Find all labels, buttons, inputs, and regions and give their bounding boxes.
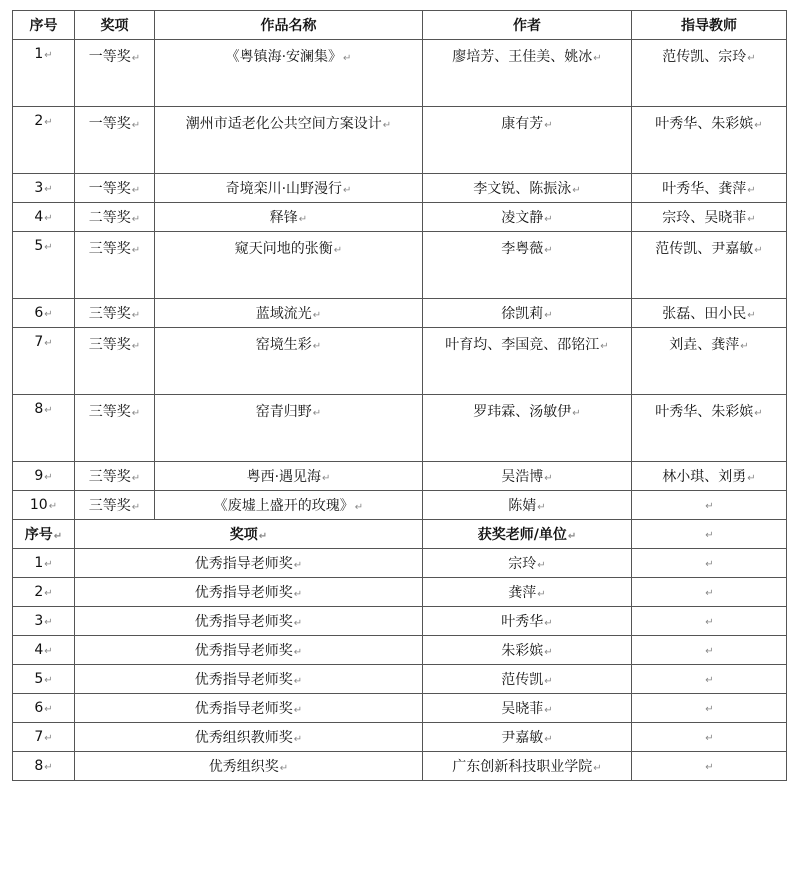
- cell-text: 叶秀华、朱彩嫔: [655, 404, 754, 420]
- cell-text: 叶秀华、朱彩嫔: [655, 116, 754, 132]
- table-row: [13, 299, 787, 328]
- cell-title: [155, 232, 423, 299]
- cell-award: [75, 328, 155, 395]
- cell-title: [155, 40, 423, 107]
- cell-text: 龚萍: [508, 585, 537, 601]
- paragraph-mark-icon: ↵: [572, 185, 581, 196]
- paragraph-mark-icon: ↵: [343, 185, 352, 196]
- cell-text: 尹嘉敏: [501, 730, 544, 746]
- cell-advisor: [632, 174, 787, 203]
- paragraph-mark-icon: ↵: [705, 675, 714, 686]
- cell-text: 吴晓菲: [501, 701, 544, 717]
- paragraph-mark-icon: ↵: [131, 341, 141, 352]
- table-row: [13, 232, 787, 299]
- cell-text: 1: [34, 46, 44, 62]
- cell-no: [13, 665, 75, 694]
- paragraph-mark-icon: ↵: [754, 408, 763, 419]
- empty-cell: [632, 549, 787, 578]
- cell-no: [13, 694, 75, 723]
- paragraph-mark-icon: ↵: [754, 245, 763, 256]
- paragraph-mark-icon: ↵: [131, 120, 141, 131]
- cell-winner: [423, 665, 632, 694]
- empty-cell: [632, 520, 787, 549]
- paragraph-mark-icon: ↵: [44, 213, 53, 224]
- cell-text: 潮州市适老化公共空间方案设计: [185, 116, 382, 132]
- empty-cell: [632, 607, 787, 636]
- cell-text: 优秀指导老师奖: [194, 672, 293, 688]
- column-header: [155, 11, 423, 40]
- cell-text: 三等奖: [88, 498, 131, 514]
- paragraph-mark-icon: ↵: [44, 733, 53, 744]
- table-row: [13, 578, 787, 607]
- paragraph-mark-icon: ↵: [600, 341, 609, 352]
- cell-text: 徐凯莉: [501, 306, 544, 322]
- paragraph-mark-icon: ↵: [44, 646, 53, 657]
- cell-text: 林小琪、刘勇: [662, 469, 747, 485]
- paragraph-mark-icon: ↵: [544, 245, 553, 256]
- cell-advisor: [632, 395, 787, 462]
- paragraph-mark-icon: ↵: [298, 214, 308, 225]
- cell-award: [75, 395, 155, 462]
- teacher-header-row: [13, 520, 787, 549]
- paragraph-mark-icon: ↵: [747, 214, 756, 225]
- cell-text: 6: [34, 305, 44, 321]
- cell-title: [155, 491, 423, 520]
- cell-no: [13, 232, 75, 299]
- cell-award: [75, 174, 155, 203]
- cell-award: [75, 203, 155, 232]
- cell-no: [13, 328, 75, 395]
- cell-award: [75, 462, 155, 491]
- paragraph-mark-icon: ↵: [293, 705, 303, 716]
- cell-text: 3: [34, 613, 44, 629]
- cell-text: 10: [29, 497, 48, 513]
- cell-author: [423, 174, 632, 203]
- table-row: [13, 665, 787, 694]
- cell-text: 三等奖: [88, 404, 131, 420]
- table-row: [13, 607, 787, 636]
- cell-text: 指导教师: [681, 18, 737, 34]
- cell-no: [13, 174, 75, 203]
- cell-text: 3: [34, 180, 44, 196]
- cell-author: [423, 395, 632, 462]
- cell-text: 4: [34, 642, 44, 658]
- paragraph-mark-icon: ↵: [131, 473, 141, 484]
- empty-cell: [632, 578, 787, 607]
- cell-title: [155, 395, 423, 462]
- cell-text: 三等奖: [88, 337, 131, 353]
- cell-winner: [423, 694, 632, 723]
- paragraph-mark-icon: ↵: [44, 617, 53, 628]
- cell-title: [155, 107, 423, 174]
- cell-advisor: [632, 40, 787, 107]
- column-header: [423, 520, 632, 549]
- cell-winner: [423, 578, 632, 607]
- cell-award: [75, 607, 423, 636]
- paragraph-mark-icon: ↵: [747, 185, 756, 196]
- cell-text: 三等奖: [88, 306, 131, 322]
- paragraph-mark-icon: ↵: [293, 560, 303, 571]
- paragraph-mark-icon: ↵: [258, 531, 268, 542]
- paragraph-mark-icon: ↵: [705, 704, 714, 715]
- cell-winner: [423, 607, 632, 636]
- paragraph-mark-icon: ↵: [293, 618, 303, 629]
- paragraph-mark-icon: ↵: [537, 560, 546, 571]
- table-row: [13, 328, 787, 395]
- empty-cell: [632, 723, 787, 752]
- paragraph-mark-icon: ↵: [312, 310, 322, 321]
- cell-text: 陈婧: [508, 498, 537, 514]
- cell-text: 三等奖: [88, 241, 131, 257]
- paragraph-mark-icon: ↵: [705, 646, 714, 657]
- cell-text: 窥天问地的张衡: [234, 241, 333, 257]
- cell-no: [13, 40, 75, 107]
- paragraph-mark-icon: ↵: [567, 531, 577, 542]
- paragraph-mark-icon: ↵: [44, 704, 53, 715]
- awards-table-body: [13, 11, 787, 781]
- cell-winner: [423, 549, 632, 578]
- cell-award: [75, 549, 423, 578]
- cell-text: 2: [34, 584, 44, 600]
- cell-text: 广东创新科技职业学院: [452, 759, 593, 775]
- paragraph-mark-icon: ↵: [572, 408, 581, 419]
- cell-text: 优秀指导老师奖: [194, 614, 293, 630]
- cell-text: 优秀指导老师奖: [194, 585, 293, 601]
- table-row: [13, 636, 787, 665]
- cell-text: 奇境栾川·山野漫行: [225, 181, 343, 197]
- table-row: [13, 549, 787, 578]
- paragraph-mark-icon: ↵: [754, 120, 763, 131]
- cell-text: 优秀组织教师奖: [194, 730, 293, 746]
- cell-text: 4: [34, 209, 44, 225]
- column-header: [423, 11, 632, 40]
- empty-cell: [632, 636, 787, 665]
- cell-text: 作品名称: [260, 18, 317, 34]
- cell-text: 优秀指导老师奖: [194, 643, 293, 659]
- paragraph-mark-icon: ↵: [44, 242, 53, 253]
- table-row: [13, 491, 787, 520]
- cell-no: [13, 636, 75, 665]
- cell-award: [75, 107, 155, 174]
- paragraph-mark-icon: ↵: [293, 676, 303, 687]
- table-row: [13, 752, 787, 781]
- award-header-row: [13, 11, 787, 40]
- cell-text: 8: [34, 401, 44, 417]
- cell-no: [13, 462, 75, 491]
- cell-title: [155, 174, 423, 203]
- paragraph-mark-icon: ↵: [44, 50, 53, 61]
- paragraph-mark-icon: ↵: [293, 734, 303, 745]
- paragraph-mark-icon: ↵: [44, 184, 53, 195]
- paragraph-mark-icon: ↵: [131, 502, 141, 513]
- paragraph-mark-icon: ↵: [544, 214, 553, 225]
- paragraph-mark-icon: ↵: [44, 338, 53, 349]
- cell-no: [13, 578, 75, 607]
- cell-text: 罗玮霖、汤敏伊: [473, 404, 572, 420]
- column-header: [13, 11, 75, 40]
- cell-author: [423, 328, 632, 395]
- cell-text: 刘垚、龚萍: [669, 337, 740, 353]
- cell-no: [13, 395, 75, 462]
- cell-award: [75, 578, 423, 607]
- cell-text: 序号: [29, 18, 58, 34]
- column-header: [632, 11, 787, 40]
- paragraph-mark-icon: ↵: [382, 120, 392, 131]
- cell-author: [423, 232, 632, 299]
- cell-text: 优秀指导老师奖: [194, 701, 293, 717]
- paragraph-mark-icon: ↵: [131, 185, 141, 196]
- cell-text: 叶秀华: [501, 614, 544, 630]
- paragraph-mark-icon: ↵: [747, 310, 756, 321]
- cell-award: [75, 491, 155, 520]
- paragraph-mark-icon: ↵: [740, 341, 749, 352]
- cell-text: 1: [34, 555, 44, 571]
- cell-text: 5: [34, 238, 44, 254]
- table-row: [13, 40, 787, 107]
- paragraph-mark-icon: ↵: [705, 559, 714, 570]
- paragraph-mark-icon: ↵: [544, 647, 553, 658]
- cell-advisor: [632, 299, 787, 328]
- cell-advisor: [632, 232, 787, 299]
- cell-text: 廖培芳、王佳美、姚冰: [452, 49, 593, 65]
- cell-award: [75, 299, 155, 328]
- paragraph-mark-icon: ↵: [312, 341, 322, 352]
- paragraph-mark-icon: ↵: [593, 763, 602, 774]
- cell-text: 窑青归野: [255, 404, 312, 420]
- cell-text: 范传凯、宗玲: [662, 49, 747, 65]
- cell-text: 三等奖: [88, 469, 131, 485]
- cell-text: 朱彩嫔: [501, 643, 544, 659]
- paragraph-mark-icon: ↵: [293, 589, 303, 600]
- cell-no: [13, 107, 75, 174]
- cell-text: 优秀组织奖: [208, 759, 279, 775]
- paragraph-mark-icon: ↵: [705, 762, 714, 773]
- table-row: [13, 174, 787, 203]
- paragraph-mark-icon: ↵: [544, 676, 553, 687]
- cell-no: [13, 752, 75, 781]
- paragraph-mark-icon: ↵: [544, 310, 553, 321]
- cell-author: [423, 491, 632, 520]
- cell-text: 康有芳: [501, 116, 544, 132]
- empty-cell: [632, 665, 787, 694]
- paragraph-mark-icon: ↵: [53, 531, 63, 542]
- cell-text: 《粤镇海·安澜集》: [225, 49, 343, 65]
- cell-award: [75, 636, 423, 665]
- cell-text: 奖项: [229, 527, 258, 543]
- paragraph-mark-icon: ↵: [747, 53, 756, 64]
- cell-text: 一等奖: [88, 49, 131, 65]
- cell-award: [75, 665, 423, 694]
- table-row: [13, 107, 787, 174]
- cell-text: 二等奖: [88, 210, 131, 226]
- cell-text: 宗玲: [508, 556, 537, 572]
- column-header: [75, 520, 423, 549]
- cell-text: 粤西·遇见海: [246, 469, 322, 485]
- paragraph-mark-icon: ↵: [279, 763, 289, 774]
- paragraph-mark-icon: ↵: [44, 675, 53, 686]
- cell-text: 7: [34, 729, 44, 745]
- cell-text: 优秀指导老师奖: [194, 556, 293, 572]
- paragraph-mark-icon: ↵: [705, 501, 714, 512]
- paragraph-mark-icon: ↵: [312, 408, 322, 419]
- paragraph-mark-icon: ↵: [544, 734, 553, 745]
- cell-author: [423, 299, 632, 328]
- cell-text: 张磊、田小民: [662, 306, 747, 322]
- empty-cell: [632, 752, 787, 781]
- paragraph-mark-icon: ↵: [44, 309, 53, 320]
- cell-text: 范传凯: [501, 672, 544, 688]
- cell-author: [423, 40, 632, 107]
- table-row: [13, 203, 787, 232]
- paragraph-mark-icon: ↵: [593, 53, 602, 64]
- paragraph-mark-icon: ↵: [131, 408, 141, 419]
- cell-text: 叶秀华、龚萍: [662, 181, 747, 197]
- cell-text: 一等奖: [88, 181, 131, 197]
- awards-table: [12, 10, 787, 781]
- paragraph-mark-icon: ↵: [333, 245, 343, 256]
- paragraph-mark-icon: ↵: [44, 117, 53, 128]
- cell-text: 一等奖: [88, 116, 131, 132]
- table-row: [13, 395, 787, 462]
- paragraph-mark-icon: ↵: [131, 214, 141, 225]
- cell-text: 叶育均、李国竞、邵铭江: [445, 337, 600, 353]
- cell-text: 宗玲、吴晓菲: [662, 210, 747, 226]
- cell-no: [13, 299, 75, 328]
- paragraph-mark-icon: ↵: [705, 617, 714, 628]
- cell-no: [13, 203, 75, 232]
- column-header: [75, 11, 155, 40]
- paragraph-mark-icon: ↵: [537, 502, 546, 513]
- table-row: [13, 462, 787, 491]
- cell-text: 吴浩博: [501, 469, 544, 485]
- paragraph-mark-icon: ↵: [544, 618, 553, 629]
- paragraph-mark-icon: ↵: [48, 501, 58, 512]
- cell-advisor: [632, 328, 787, 395]
- empty-cell: [632, 694, 787, 723]
- cell-text: 《废墟上盛开的玫瑰》: [213, 498, 354, 514]
- cell-text: 释锋: [269, 210, 298, 226]
- cell-advisor: [632, 462, 787, 491]
- paragraph-mark-icon: ↵: [544, 120, 553, 131]
- cell-no: [13, 723, 75, 752]
- paragraph-mark-icon: ↵: [322, 473, 331, 484]
- cell-title: [155, 462, 423, 491]
- cell-text: 李粤薇: [501, 241, 544, 257]
- paragraph-mark-icon: ↵: [705, 588, 714, 599]
- cell-award: [75, 694, 423, 723]
- paragraph-mark-icon: ↵: [705, 733, 714, 744]
- paragraph-mark-icon: ↵: [44, 762, 53, 773]
- cell-advisor: [632, 491, 787, 520]
- cell-text: 范传凯、尹嘉敏: [655, 241, 754, 257]
- cell-text: 序号: [24, 527, 53, 543]
- cell-text: 2: [34, 113, 44, 129]
- cell-author: [423, 462, 632, 491]
- cell-text: 蓝域流光: [255, 306, 312, 322]
- cell-no: [13, 607, 75, 636]
- cell-winner: [423, 752, 632, 781]
- cell-title: [155, 299, 423, 328]
- table-row: [13, 694, 787, 723]
- cell-text: 5: [34, 671, 44, 687]
- paragraph-mark-icon: ↵: [131, 53, 141, 64]
- cell-text: 6: [34, 700, 44, 716]
- cell-text: 8: [34, 758, 44, 774]
- cell-title: [155, 203, 423, 232]
- paragraph-mark-icon: ↵: [44, 472, 53, 483]
- table-row: [13, 723, 787, 752]
- cell-advisor: [632, 203, 787, 232]
- paragraph-mark-icon: ↵: [44, 559, 53, 570]
- cell-award: [75, 232, 155, 299]
- cell-text: 李文锐、陈振泳: [473, 181, 572, 197]
- cell-advisor: [632, 107, 787, 174]
- paragraph-mark-icon: ↵: [131, 310, 141, 321]
- paragraph-mark-icon: ↵: [44, 588, 53, 599]
- paragraph-mark-icon: ↵: [537, 589, 546, 600]
- cell-no: [13, 491, 75, 520]
- cell-text: 奖项: [100, 18, 129, 34]
- cell-title: [155, 328, 423, 395]
- column-header: [13, 520, 75, 549]
- paragraph-mark-icon: ↵: [293, 647, 303, 658]
- paragraph-mark-icon: ↵: [44, 405, 53, 416]
- cell-text: 作者: [513, 18, 541, 34]
- cell-text: 获奖老师/单位: [477, 527, 567, 543]
- paragraph-mark-icon: ↵: [747, 473, 756, 484]
- paragraph-mark-icon: ↵: [131, 245, 141, 256]
- cell-winner: [423, 636, 632, 665]
- cell-author: [423, 203, 632, 232]
- paragraph-mark-icon: ↵: [544, 705, 553, 716]
- cell-text: 9: [34, 468, 44, 484]
- paragraph-mark-icon: ↵: [544, 473, 553, 484]
- cell-text: 7: [34, 334, 44, 350]
- cell-text: 窑境生彩: [255, 337, 312, 353]
- cell-award: [75, 752, 423, 781]
- paragraph-mark-icon: ↵: [354, 502, 364, 513]
- cell-author: [423, 107, 632, 174]
- paragraph-mark-icon: ↵: [343, 53, 352, 64]
- cell-no: [13, 549, 75, 578]
- cell-winner: [423, 723, 632, 752]
- cell-award: [75, 40, 155, 107]
- cell-text: 凌文静: [501, 210, 544, 226]
- paragraph-mark-icon: ↵: [705, 530, 714, 541]
- cell-award: [75, 723, 423, 752]
